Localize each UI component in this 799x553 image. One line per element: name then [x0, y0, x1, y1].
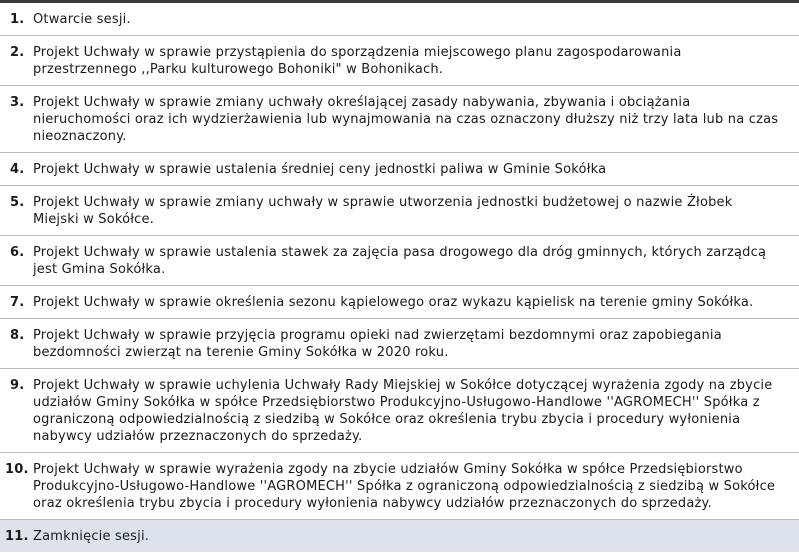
agenda-item-text: Projekt Uchwały w sprawie uchylenia Uchwały Rady Miejskiej w Sokółce dotyczącej wyrażenia zgody na zbycie udziałów Gminy Sokółka w spółce Przedsiębiorstwo Produkcyjno-Usługowo-Handlowe ''AGROMECH'' Spółka z ograniczoną odpowiedzialnością z siedzibą w Sokółce oraz określenia trybu zbycia i procedury wyłonienia nabywcy udziałów przeznaczonych do sprzedaży.: [33, 378, 773, 444]
agenda-item-text: Otwarcie sesji.: [33, 12, 131, 27]
agenda-item: [0, 369, 799, 453]
agenda-item-number: 5.: [10, 195, 25, 210]
agenda-item-highlighted: [0, 520, 799, 552]
agenda-item-number: 3.: [10, 95, 25, 110]
agenda-item-number: 4.: [10, 162, 25, 177]
agenda-item-text: Projekt Uchwały w sprawie określenia sezonu kąpielowego oraz wykazu kąpielisk na terenie gminy Sokółka.: [33, 295, 754, 310]
agenda-item-text: Projekt Uchwały w sprawie przystąpienia do sporządzenia miejscowego planu zagospodarowania przestrzennego ,,Parku kulturowego Bohoniki" w Bohonikach.: [33, 45, 682, 77]
agenda-item: [0, 36, 799, 86]
agenda-item: [0, 286, 799, 319]
agenda-item: [0, 236, 799, 286]
agenda-item-number: 6.: [10, 245, 25, 260]
agenda-item: [0, 153, 799, 186]
agenda-item-text: Projekt Uchwały w sprawie zmiany uchwały określającej zasady nabywania, zbywania i obciążania nieruchomości oraz ich wydzierżawienia lub wynajmowania na czas oznaczony dłuższy niż trzy lata lub na czas nieoznaczony.: [33, 95, 779, 144]
agenda-item: [0, 319, 799, 369]
agenda-item-number: 1.: [10, 12, 25, 27]
agenda-item-text: Zamknięcie sesji.: [33, 529, 150, 544]
agenda-item-number: 10.: [5, 462, 29, 477]
agenda-item-number: 11.: [5, 529, 29, 544]
agenda-item: [0, 186, 799, 236]
agenda-item: [0, 3, 799, 36]
agenda-item-number: 9.: [10, 378, 25, 393]
agenda-item-text: Projekt Uchwały w sprawie zmiany uchwały w sprawie utworzenia jednostki budżetowej o nazwie Żłobek Miejski w Sokółce.: [33, 195, 733, 227]
agenda-item: [0, 86, 799, 153]
agenda-item-text: Projekt Uchwały w sprawie ustalenia stawek za zajęcia pasa drogowego dla dróg gminnych, których zarządcą jest Gmina Sokółka.: [33, 245, 767, 277]
agenda-item-number: 8.: [10, 328, 25, 343]
agenda-item-number: 7.: [10, 295, 25, 310]
agenda-list: [0, 3, 799, 552]
agenda-item-text: Projekt Uchwały w sprawie przyjęcia programu opieki nad zwierzętami bezdomnymi oraz zapobiegania bezdomności zwierząt na terenie Gminy Sokółka w 2020 roku.: [33, 328, 722, 360]
agenda-item-text: Projekt Uchwały w sprawie ustalenia średniej ceny jednostki paliwa w Gminie Sokółka: [33, 162, 607, 177]
agenda-item: [0, 453, 799, 520]
agenda-item-number: 2.: [10, 45, 25, 60]
agenda-item-text: Projekt Uchwały w sprawie wyrażenia zgody na zbycie udziałów Gminy Sokółka w spółce Przedsiębiorstwo Produkcyjno-Usługowo-Handlowe ''AGROMECH'' Spółka z ograniczoną odpowiedzialnością z siedzibą w Sokółce oraz określenia trybu zbycia i procedury wyłonienia nabywcy udziałów przeznaczonych do sprzedaży.: [33, 462, 776, 511]
